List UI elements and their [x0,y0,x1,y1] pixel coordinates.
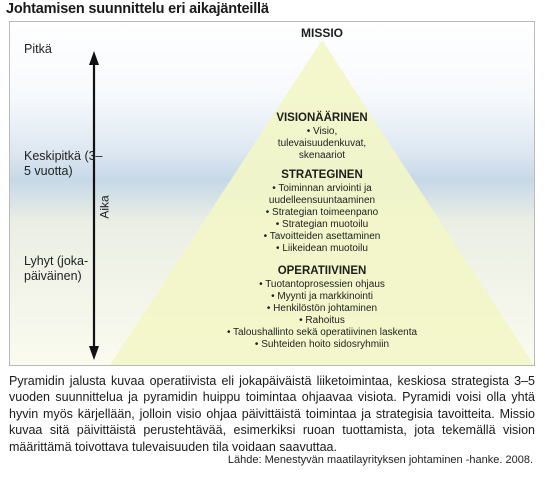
list-item: • Rahoitus [299,315,345,326]
list-item: • Myynti ja markkinointi [271,291,373,302]
list-item: skenaariot [298,150,346,161]
time-label-short: Lyhyt (joka-päiväinen) [24,254,89,283]
time-arrow-head-top [89,51,99,65]
time-label-long: Pitkä [24,42,52,56]
list-item: • Strategian toimeenpano [265,207,379,218]
list-item: • Liikeidean muotoilu [276,243,368,254]
list-item: • Henkilöstön johtaminen [266,303,378,314]
mission-label: MISSIO [300,26,343,40]
list-item: • Toiminnan arviointi ja [272,183,372,194]
visionary-heading: VISIONÄÄRINEN [276,112,368,124]
list-item: • Strategian muotoilu [275,219,369,230]
list-item: • Visio, [306,126,338,137]
operative-list [207,279,437,351]
time-axis-label: Aika [97,195,112,219]
list-item: tulevaisuudenkuvat, [277,138,367,149]
list-item: • Suhteiden hoito sidosryhmiin [254,339,390,350]
page-title: Johtamisen suunnittelu eri aikajänteillä [6,1,269,17]
source-citation: Lähde: Menestyvän maatilayrityksen johtaminen -hanke. 2008. [227,454,533,466]
time-arrow-head-bottom [89,346,99,360]
list-item: • Tavoitteiden asettaminen [263,231,381,242]
strategic-list [222,183,422,255]
pyramid-figure [9,21,535,366]
operative-heading: OPERATIIVINEN [277,265,367,277]
visionary-list [222,126,422,162]
list-item: • Tuotantoprosessien ohjaus [259,279,385,290]
strategic-heading: STRATEGINEN [281,169,363,181]
list-item: • Taloushallinto sekä operatiivinen laskenta [226,327,418,338]
description-paragraph: Pyramidin jalusta kuvaa operatiivista eli jokapäiväistä liiketoimintaa, keskiosa strategista 3–5 vuoden suunnittelua ja pyramidin huippu toimintaa ohjaavaa visiota. Pyramidi voisi olla yhtä hyvin myös kärjellään, jolloin visio ohjaa päivittäistä toimintaa ja strategisia tavoitteita. Missio kuvaa sitä päivittäistä perustehtävää, esimerkiksi ruoan tuottamista, jota tekemällä vision määrittämä toivottava tulevaisuuden tila voidaan saavuttaa. [9,374,535,454]
time-label-medium: Keskipitkä (3–5 vuotta) [24,149,103,178]
list-item: uudelleensuuntaaminen [268,195,376,206]
